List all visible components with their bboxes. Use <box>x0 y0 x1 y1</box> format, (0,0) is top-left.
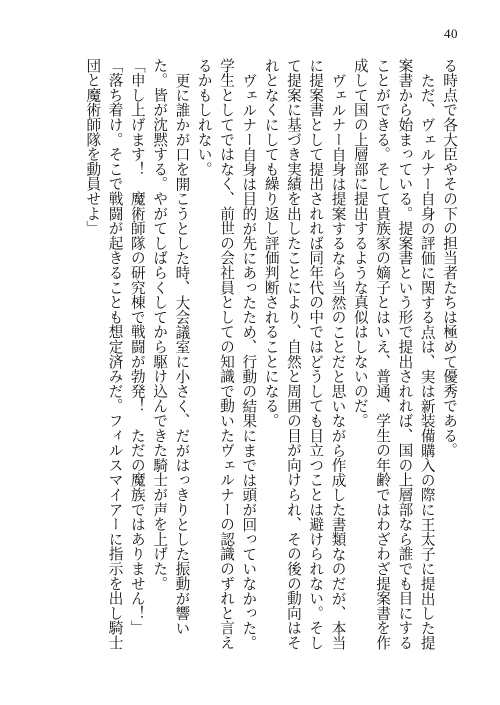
dialogue-2: 「落ち着け。そこで戦闘が起きることも想定済みだ。フィルスマイアーに指示を出し騎士団と魔術師隊を動員せよ」 <box>84 58 124 650</box>
paragraph-5: 更に誰かが口を開こうとした時、大会議室に小さく、だがはっきりとした振動が響いた。皆が沈黙する。やがてしばらくしてから駆け込んできた騎士が声を上げた。 <box>151 58 191 635</box>
dialogue-1: 「申し上げます！ 魔術師隊の研究棟で戦闘が勃発！ ただの魔族ではありません！」 <box>128 58 146 636</box>
paragraph-3: ヴェルナー自身は提案するなら当然のことだと思いながら作成した書類なのだが、本当に提案書として提出されれば同年代の中ではどうしても目立つことは避けられない。そして提案に基づき実績を出したことにより、自然と周囲の目が向けられ、その後の動向はそれとなくにしても繰り返し評価判断されることになる。 <box>262 58 347 650</box>
vertical-text-body <box>30 58 460 660</box>
paragraph-1: る時点で各大臣やその下の担当者たちは極めて優秀である。 <box>441 58 458 458</box>
paragraph-4: ヴェルナー自身は目的が先にあったため、行動の結果にまでは頭が回っていなかった。学生としてではなく、前世の会社員としての知識で動いたヴェルナーの認識のずれと言えるかもしれない。 <box>195 58 258 650</box>
paragraph-2: ただ、ヴェルナー自身の評価に関する点は、実は新装備購入の際に王太子に提出した提案書から始まっている。提案書という形で提出されれば、国の上層部なら誰でも目にすることができる。そして貴族家の嫡子とはいえ、普通、学生の年齢ではわざわざ提案書を作成して国の上層部に提出するような真似はしないのだ。 <box>351 58 436 650</box>
page-number: 40 <box>444 26 458 41</box>
